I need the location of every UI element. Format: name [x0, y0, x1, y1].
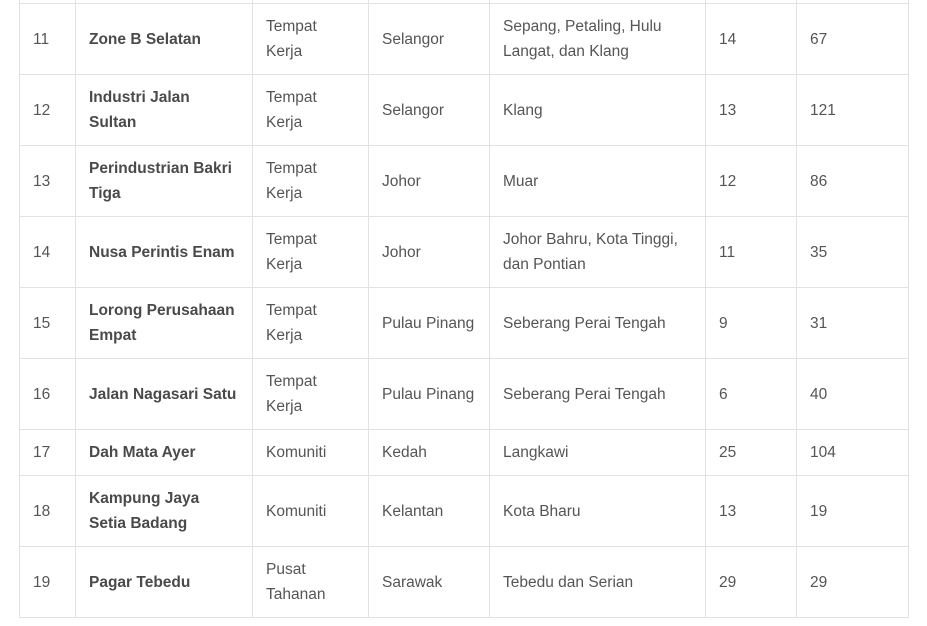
row-number: 11 [20, 4, 76, 75]
table-row [20, 146, 909, 217]
cluster-type: Tempat Kerja [253, 4, 369, 75]
cluster-district: Sepang, Petaling, Hulu Langat, dan Klang [490, 4, 706, 75]
cluster-district: Muar [490, 146, 706, 217]
cluster-name: Jalan Nagasari Satu [76, 359, 253, 430]
cluster-type: Komuniti [253, 430, 369, 476]
cluster-name: Kampung Jaya Setia Badang [76, 476, 253, 547]
table-row [20, 476, 909, 547]
row-number: 12 [20, 75, 76, 146]
table-row [20, 359, 909, 430]
row-number: 17 [20, 430, 76, 476]
cluster-type: Pusat Tahanan [253, 547, 369, 618]
row-number: 18 [20, 476, 76, 547]
cluster-name: Pagar Tebedu [76, 547, 253, 618]
table-row [20, 430, 909, 476]
cluster-value-a: 11 [706, 217, 797, 288]
cluster-value-b: 121 [797, 75, 909, 146]
cluster-state: Kelantan [369, 476, 490, 547]
cluster-value-a: 13 [706, 476, 797, 547]
cluster-type: Komuniti [253, 476, 369, 547]
cluster-name: Nusa Perintis Enam [76, 217, 253, 288]
cluster-value-b: 104 [797, 430, 909, 476]
table-row [20, 547, 909, 618]
cluster-state: Johor [369, 217, 490, 288]
cluster-state: Kedah [369, 430, 490, 476]
cluster-value-b: 86 [797, 146, 909, 217]
cluster-district: Kota Bharu [490, 476, 706, 547]
row-number: 19 [20, 547, 76, 618]
cluster-state: Sarawak [369, 547, 490, 618]
cluster-table [19, 0, 909, 618]
cluster-state: Pulau Pinang [369, 359, 490, 430]
cluster-district: Klang [490, 75, 706, 146]
cluster-value-a: 13 [706, 75, 797, 146]
cluster-value-b: 40 [797, 359, 909, 430]
cluster-value-a: 14 [706, 4, 797, 75]
row-number: 13 [20, 146, 76, 217]
cluster-value-a: 25 [706, 430, 797, 476]
cluster-state: Johor [369, 146, 490, 217]
cluster-value-a: 12 [706, 146, 797, 217]
cluster-value-b: 29 [797, 547, 909, 618]
cluster-value-b: 31 [797, 288, 909, 359]
cluster-type: Tempat Kerja [253, 288, 369, 359]
cluster-name: Dah Mata Ayer [76, 430, 253, 476]
cluster-name: Lorong Perusahaan Empat [76, 288, 253, 359]
cluster-district: Johor Bahru, Kota Tinggi, dan Pontian [490, 217, 706, 288]
cluster-state: Pulau Pinang [369, 288, 490, 359]
cluster-value-b: 35 [797, 217, 909, 288]
cluster-district: Langkawi [490, 430, 706, 476]
cluster-state: Selangor [369, 4, 490, 75]
cluster-value-b: 67 [797, 4, 909, 75]
cluster-district: Seberang Perai Tengah [490, 359, 706, 430]
cluster-name: Perindustrian Bakri Tiga [76, 146, 253, 217]
cluster-type: Tempat Kerja [253, 146, 369, 217]
cluster-name: Zone B Selatan [76, 4, 253, 75]
cluster-value-a: 29 [706, 547, 797, 618]
cluster-table-container [19, 0, 908, 618]
cluster-district: Tebedu dan Serian [490, 547, 706, 618]
table-row [20, 75, 909, 146]
cluster-name: Industri Jalan Sultan [76, 75, 253, 146]
cluster-type: Tempat Kerja [253, 359, 369, 430]
cluster-district: Seberang Perai Tengah [490, 288, 706, 359]
table-row [20, 217, 909, 288]
cluster-type: Tempat Kerja [253, 217, 369, 288]
cluster-type: Tempat Kerja [253, 75, 369, 146]
cluster-value-b: 19 [797, 476, 909, 547]
row-number: 16 [20, 359, 76, 430]
row-number: 15 [20, 288, 76, 359]
table-row [20, 4, 909, 75]
cluster-state: Selangor [369, 75, 490, 146]
row-number: 14 [20, 217, 76, 288]
cluster-value-a: 9 [706, 288, 797, 359]
table-row [20, 288, 909, 359]
cluster-value-a: 6 [706, 359, 797, 430]
